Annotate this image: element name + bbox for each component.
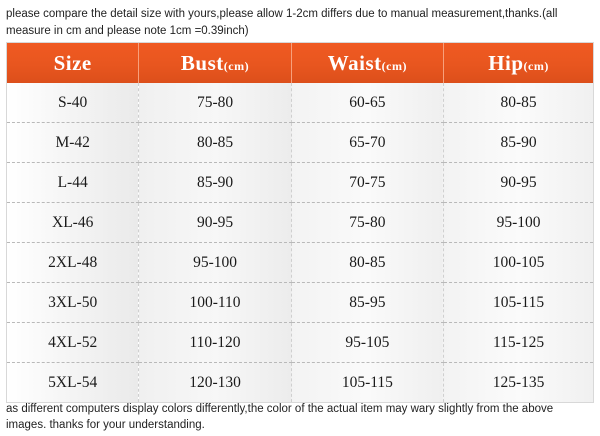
measurement-note-top: please compare the detail size with yours,please allow 1-2cm differs due to manual measurement,thanks.(all measure in cm and please note 1cm =0.39inch) xyxy=(6,8,558,37)
table-row xyxy=(7,163,593,203)
cell-hip: 85-90 xyxy=(444,123,593,163)
table-row xyxy=(7,243,593,283)
table-row xyxy=(7,323,593,363)
cell-hip: 100-105 xyxy=(444,243,593,283)
cell-bust: 95-100 xyxy=(139,243,291,283)
cell-waist: 60-65 xyxy=(291,83,443,123)
cell-size: M-42 xyxy=(7,123,139,163)
table-body xyxy=(7,83,593,402)
cell-hip: 115-125 xyxy=(444,323,593,363)
cell-waist: 80-85 xyxy=(291,243,443,283)
cell-hip: 105-115 xyxy=(444,283,593,323)
column-header-bust xyxy=(139,43,291,83)
cell-bust: 110-120 xyxy=(139,323,291,363)
column-header-size xyxy=(7,43,139,83)
table-row xyxy=(7,123,593,163)
cell-size: 5XL-54 xyxy=(7,363,139,403)
column-header-bust-label: Bust xyxy=(180,50,224,75)
color-disclaimer-note: as different computers display colors differently,the color of the actual item may wary slightly from the above images. thanks for your understanding. xyxy=(6,402,554,432)
cell-size: L-44 xyxy=(7,163,139,203)
column-header-hip xyxy=(444,43,593,83)
cell-hip: 125-135 xyxy=(444,363,593,403)
table-header xyxy=(7,43,593,83)
column-header-waist-label: Waist xyxy=(327,50,382,75)
cell-bust: 75-80 xyxy=(139,83,291,123)
cell-waist: 70-75 xyxy=(291,163,443,203)
cell-bust: 85-90 xyxy=(139,163,291,203)
column-header-hip-unit: (cm) xyxy=(523,58,549,73)
cell-waist: 95-105 xyxy=(291,323,443,363)
cell-size: 2XL-48 xyxy=(7,243,139,283)
table-header-row xyxy=(7,43,593,83)
table-row xyxy=(7,363,593,403)
size-chart-table-container xyxy=(6,42,594,403)
cell-size: 4XL-52 xyxy=(7,323,139,363)
cell-waist: 85-95 xyxy=(291,283,443,323)
cell-waist: 75-80 xyxy=(291,203,443,243)
column-header-waist-unit: (cm) xyxy=(381,58,407,73)
cell-bust: 100-110 xyxy=(139,283,291,323)
cell-waist: 65-70 xyxy=(291,123,443,163)
size-chart-table xyxy=(7,43,593,402)
table-row xyxy=(7,203,593,243)
cell-hip: 95-100 xyxy=(444,203,593,243)
table-row xyxy=(7,283,593,323)
cell-hip: 90-95 xyxy=(444,163,593,203)
cell-bust: 80-85 xyxy=(139,123,291,163)
cell-size: S-40 xyxy=(7,83,139,123)
cell-hip: 80-85 xyxy=(444,83,593,123)
cell-bust: 90-95 xyxy=(139,203,291,243)
column-header-hip-label: Hip xyxy=(488,50,524,75)
cell-bust: 120-130 xyxy=(139,363,291,403)
column-header-size-label: Size xyxy=(53,50,92,75)
column-header-bust-unit: (cm) xyxy=(223,58,250,73)
cell-size: XL-46 xyxy=(7,203,139,243)
column-header-waist xyxy=(291,43,443,83)
cell-size: 3XL-50 xyxy=(7,283,139,323)
cell-waist: 105-115 xyxy=(291,363,443,403)
table-row xyxy=(7,83,593,123)
